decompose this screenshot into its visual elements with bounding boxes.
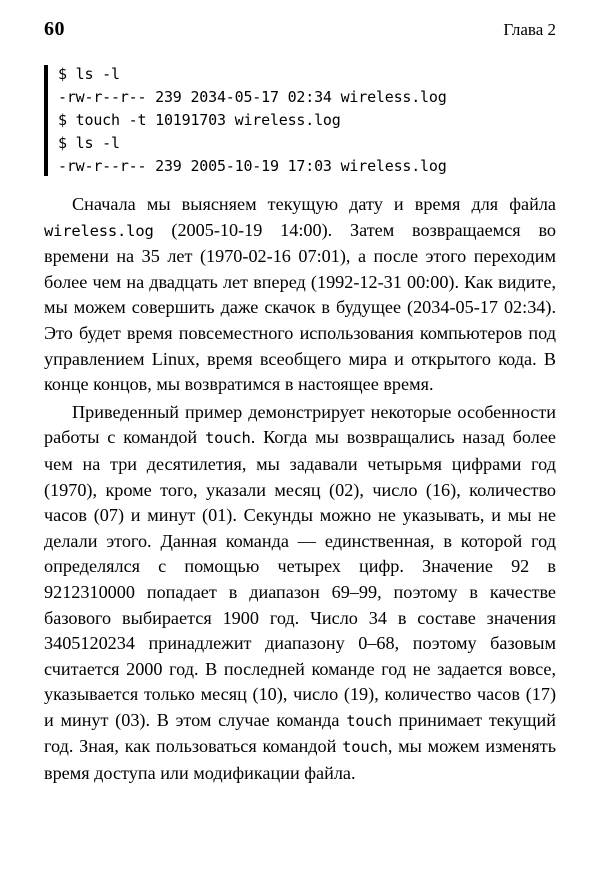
body-text <box>44 192 556 787</box>
code-line: $ touch -t 10191703 wireless.log <box>58 111 341 129</box>
page-number: 60 <box>44 18 65 40</box>
code-line: $ ls -l <box>58 134 120 152</box>
code-line: $ ls -l <box>58 65 120 83</box>
code-block-rule <box>44 65 48 176</box>
paragraph: Сначала мы выясняем текущую дату и время для файла wireless.log (2005-10-19 14:00). Затем возвращаемся во времени на 35 лет (1970-02-16 07:01), а после этого переходим более чем на двадцать лет вперед (1992-12-31 00:00). Как видите, мы можем совершить даже скачок в будущее (2034-05-17 02:34). Это будет время повсеместного использования компьютеров под управлением Linux, время всеобщего мира и открытого кода. В конце концов, мы возвратимся в настоящее время. <box>44 194 556 395</box>
paragraph: Приведенный пример демонстрирует некоторые особенности работы с командой touch. Когда мы возвращались назад более чем на три десятилетия, мы задавали четырьмя цифрами год (1970), кроме того, указали месяц (02), число (16), количество часов (07) и минут (01). Секунды можно не указывать, и мы не делали этого. Данная команда — единственная, в которой год определялся с помощью четырех цифр. Значение 92 в 9212310000 попадает в диапазон 69–99, поэтому в качестве базового выбирается 1900 год. Число 34 в составе значения 3405120234 принадлежит диапазону 0–68, поэтому базовым считается 2000 год. В последней команде год не задается вовсе, указывается только месяц (10), число (19), количество часов (17) и минут (03). В этом случае команда touch принимает текущий год. Зная, как пользоваться командой touch, мы можем изменять время доступа или модификации файла. <box>44 401 556 784</box>
inline-code: touch <box>346 711 392 730</box>
inline-code: touch <box>342 738 388 757</box>
code-line: -rw-r--r-- 239 2034-05-17 02:34 wireless.log <box>58 88 447 106</box>
inline-code: touch <box>205 429 251 448</box>
code-line: -rw-r--r-- 239 2005-10-19 17:03 wireless.log <box>58 157 447 175</box>
inline-code: wireless.log <box>44 221 154 240</box>
terminal-code-block <box>44 63 556 178</box>
page-header <box>44 18 556 41</box>
chapter-title: Глава 2 <box>503 20 556 39</box>
